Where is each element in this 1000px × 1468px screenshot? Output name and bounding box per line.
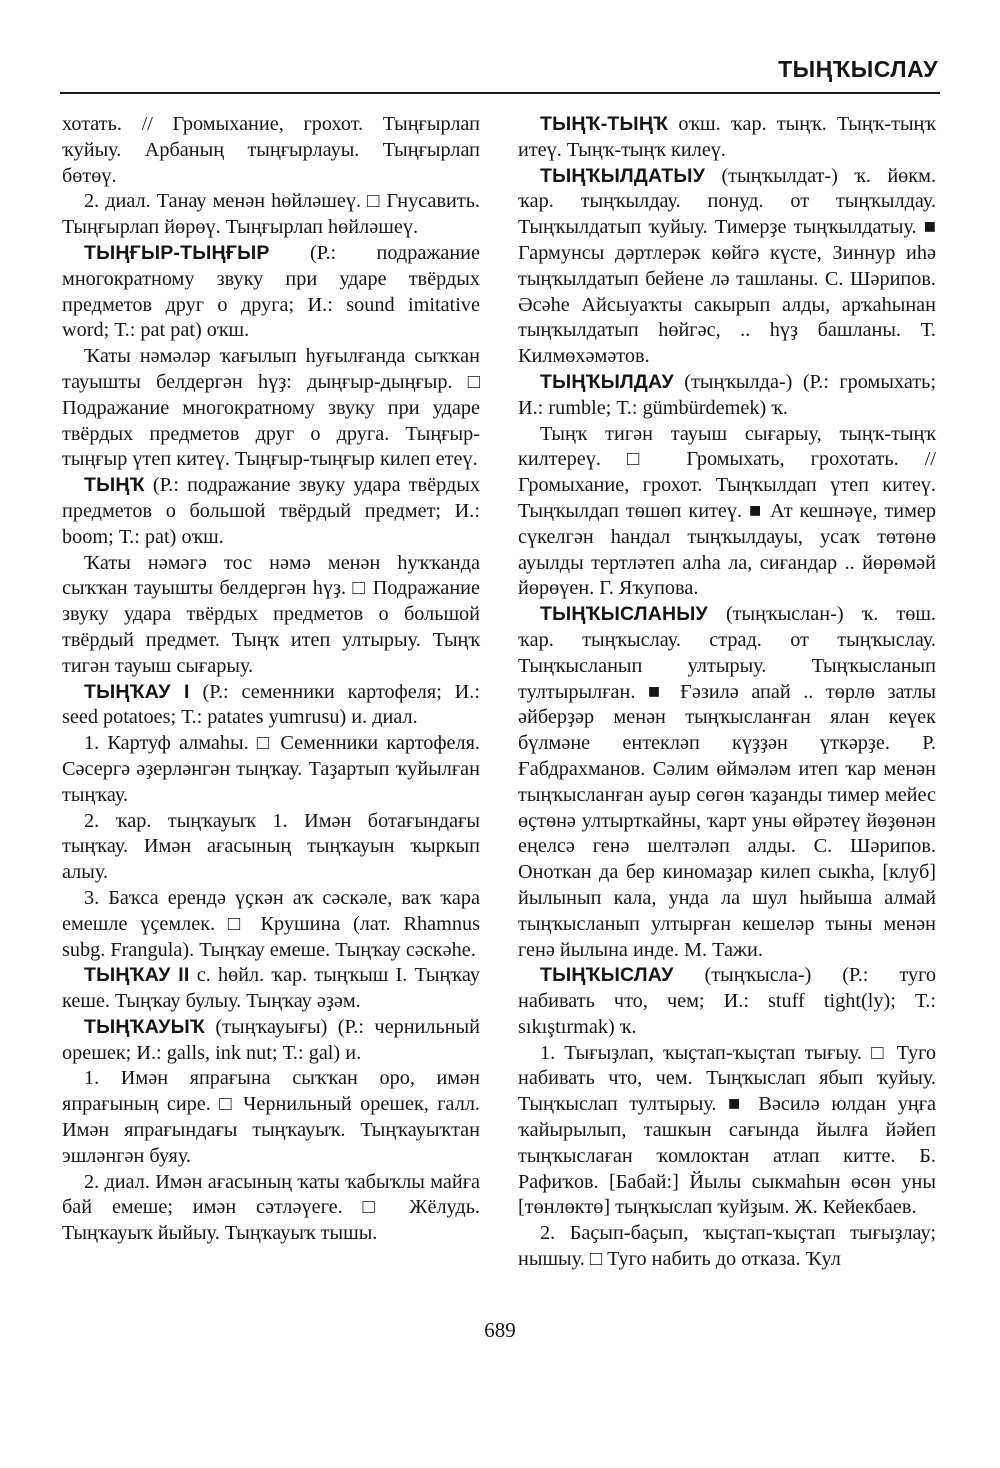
dictionary-entry: [62, 473, 480, 550]
entry-paragraph: [62, 886, 480, 963]
entry-paragraph: [518, 1041, 936, 1222]
dictionary-entry: [518, 164, 936, 370]
headword: ТЫҢҠЫСЛАНЫУ: [540, 603, 708, 626]
entry-paragraph: [62, 551, 480, 680]
entry-text: 2. ҡар. тыңҡауыҡ 1. Имән ботағындағы тыңҡау. Имән ағасының тыңҡауын ҡыркып алыу.: [62, 809, 480, 884]
headword: ТЫҢҒЫР-ТЫҢҒЫР: [84, 241, 270, 264]
entry-text: (Р.: подражание звуку удара твёрдых предметов о большой твёрдый предмет; И.: boom; Т.: pat) оҡш.: [62, 474, 481, 548]
running-head: ТЫҢҠЫСЛАУ: [778, 56, 938, 82]
dictionary-entry: [62, 241, 480, 344]
entry-text: Ҡаты нәмәгә тос нәмә менән һуҡҡанда сыҡҡан тауышты белдергән һүҙ. □ Подражание звуку удара твёрдых предметов о большой твёрдый предмет. Тыңҡ итеп ултырыу. Тыңҡ тигән тауыш сығарыу.: [62, 551, 480, 677]
dictionary-entry: [518, 370, 936, 422]
entry-text: Тыңҡ тигән тауыш сығарыу, тыңҡ-тыңҡ килтереү. □ Громыхать, грохотать. // Громыхание, грохот. Тыңҡылдап үтеп китеү. Тыңҡылдап төшөп китеү. ■ Ат кешнәүе, тимер сүкелгән һандал тыңҡылдауы, усаҡ төтөнө ауылды тертләтеп алһа ла, сиғандар .. йөрөмәй йөрөүен. Г. Яҡупова.: [518, 422, 936, 600]
headword: ТЫҢҠ: [84, 474, 145, 497]
header-rule: [60, 92, 940, 94]
headword: ТЫҢҠАУЫҠ: [84, 1015, 205, 1038]
entry-text: Ҡаты нәмәләр ҡағылып һуғылғанда сыҡҡан тауышты белдергән һүҙ: дыңғыр-дыңғыр. □ Подражание многократному звуку при ударе твёрдых предметов друг о друга. Тыңғыр-тыңғыр үтеп китеү. Тыңғыр-тыңғыр килеп етеү.: [62, 345, 480, 471]
entry-text: (Р.: семенники картофеля; И.: seed potatoes; Т.: patates yumrusu) и. диал.: [62, 680, 480, 729]
headword: ТЫҢҠЫЛДАТЫУ: [540, 164, 706, 187]
headword: ТЫҢҠАУ I: [84, 680, 190, 703]
entry-paragraph: [62, 731, 480, 808]
entry-paragraph: [62, 112, 480, 189]
entry-text: 1. Тығыҙлап, ҡыҫтап-ҡыҫтап тығыу. □ Туго набивать что, чем. Тыңҡыслап ябып ҡуйыу. Тыңҡыслап тултырыу. ■ Вәсилә юлдан уңға ҡайырылып, ташкын сағында йылға йәйеп тыңҡыслаған ҡомлоктан атлап китте. Б. Рафиҡов. [Бабай:] Йылы сыкмаһын өсөн уны [төнлөктө] тыңҡыслап ҡуйҙым. Ж. Кейекбаев.: [518, 1041, 936, 1219]
entry-paragraph: [518, 422, 936, 603]
dictionary-entry: [62, 680, 480, 732]
entry-text: (тыңҡауығы) (Р.: чернильный орешек; И.: galls, ink nut; Т.: gal) и.: [62, 1015, 480, 1064]
entry-text: 2. диал. Имән ағасының ҡаты ҡабыҡлы майға бай емеше; имән сәтләүеге. □ Жёлудь. Тыңҡауыҡ йыйыу. Тыңҡауыҡ тышы.: [62, 1170, 480, 1245]
headword: ТЫҢҠАУ II: [84, 964, 190, 987]
entry-text: 1. Картуф алмаһы. □ Семенники картофеля. Сәсергә әҙерләнгән тыңҡау. Таҙартып ҡуйылған тыңҡау.: [62, 732, 480, 806]
entry-text: оҡш. ҡар. тыңҡ. Тыңҡ-тыңҡ итеү. Тыңҡ-тыңҡ килеү.: [518, 113, 936, 161]
dictionary-entry: [62, 963, 480, 1015]
entry-text: 2. Баҫып-баҫып, ҡыҫтап-ҡыҫтап тығыҙлау; нышыу. □ Туго набить до отказа. Ҡул: [518, 1222, 936, 1271]
entry-text: (тыңҡылдат-) ҡ. йөкм. ҡар. тыңҡылдау. понуд. от тыңҡылдау. Тыңҡылдатып ҡуйыу. Тимерҙе тыңҡылдатыу. ■ Гармунсы дәртлерәк көйгә күсте, Зиннур иһә тыңҡылдатып бейене лә ташланы. С. Шәрипов. Әсәһе Айсыуаҡты сакырып алды, арҡаһынан тыңҡылдатып һөйгәс, .. һүҙ башланы. Т. Килмөхәмәтов.: [518, 164, 937, 368]
left-column: [62, 112, 480, 1247]
entry-text: 3. Баҡса ерендә үҫкән аҡ сәскәле, ваҡ ҡара емешле үҫемлек. □ Крушина (лат. Rhamnus subg. Frangula). Тыңҡау емеше. Тыңҡау сәскәһе.: [62, 886, 480, 961]
right-column: [518, 112, 936, 1273]
entry-text: с. һөйл. ҡар. тыңҡыш I. Тыңҡау кеше. Тыңҡау булыу. Тыңҡау әҙәм.: [62, 964, 481, 1013]
entry-text: 2. диал. Танау менән һөйләшеү. □ Гнусавить. Тыңғырлап йөрөү. Тыңғырлап һөйләшеү.: [62, 190, 480, 239]
entry-text: (тыңҡыслан-) ҡ. төш. ҡар. тыңҡыслау. страд. от тыңҡыслау. Тыңҡысланып ултырыу. Тыңҡысланып тултырылған. ■ Ғәзилә апай .. төрлө затлы әйберҙәр менән тыңҡысланған ялан кеүек бүлмәне ентекләп күҙҙән үткәрҙе. Р. Ғабдрахманов. Сәлим өймәләм итеп ҡар менән тыңҡысланған ауыр сөгөн ҡаҙанды тимер мейес өҫтөнә ултырткайны, ҡарт уны өйрәтеү йөҙөнән еңелсә генә шелтәләп алды. С. Шәрипов. Оноткан да бер киномаҙар килеп сыкһа, [клуб] йылынып кала, унда ла шул һыйыша алмай тыңҡысланып ултырған кешеләр тыны менән генә йылына инде. М. Тажи.: [518, 603, 936, 961]
dictionary-entry: [518, 963, 936, 1040]
headword: ТЫҢҠЫСЛАУ: [540, 964, 674, 987]
entry-paragraph: [62, 344, 480, 473]
entry-paragraph: [62, 1066, 480, 1169]
entry-text: 1. Имән япрағына сыҡҡан оро, имән япрағының сире. □ Чернильный орешек, галл. Имән япрағындағы тыңҡауыҡ. Тыңҡауыҡтан эшләнгән буяу.: [62, 1067, 480, 1167]
dictionary-entry: [518, 112, 936, 164]
entry-paragraph: [62, 809, 480, 886]
entry-paragraph: [518, 1221, 936, 1273]
headword: ТЫҢҠЫЛДАУ: [540, 370, 674, 393]
entry-text: (Р.: подражание многократному звуку при ударе твёрдых предметов друг о друга; И.: sound imitative word; Т.: pat pat) оҡш.: [62, 241, 480, 342]
entry-paragraph: [62, 1170, 480, 1247]
entry-paragraph: [62, 189, 480, 241]
entry-text: хотать. // Громыхание, грохот. Тыңғырлап ҡуйыу. Арбаның тыңғырлауы. Тыңғырлап бөтөү.: [62, 113, 480, 187]
page-number: 689: [484, 1318, 516, 1342]
entry-text: (тыңҡысла-) (Р.: туго набивать что, чем; И.: stuff tight(ly); Т.: sıkıştırmak) ҡ.: [518, 964, 936, 1038]
entry-text: (тыңҡылда-) (Р.: громыхать; И.: rumble; Т.: gümbürdemek) ҡ.: [518, 370, 937, 419]
dictionary-entry: [518, 602, 936, 963]
headword: ТЫҢҠ-ТЫҢҠ: [540, 113, 669, 135]
dictionary-entry: [62, 1015, 480, 1067]
